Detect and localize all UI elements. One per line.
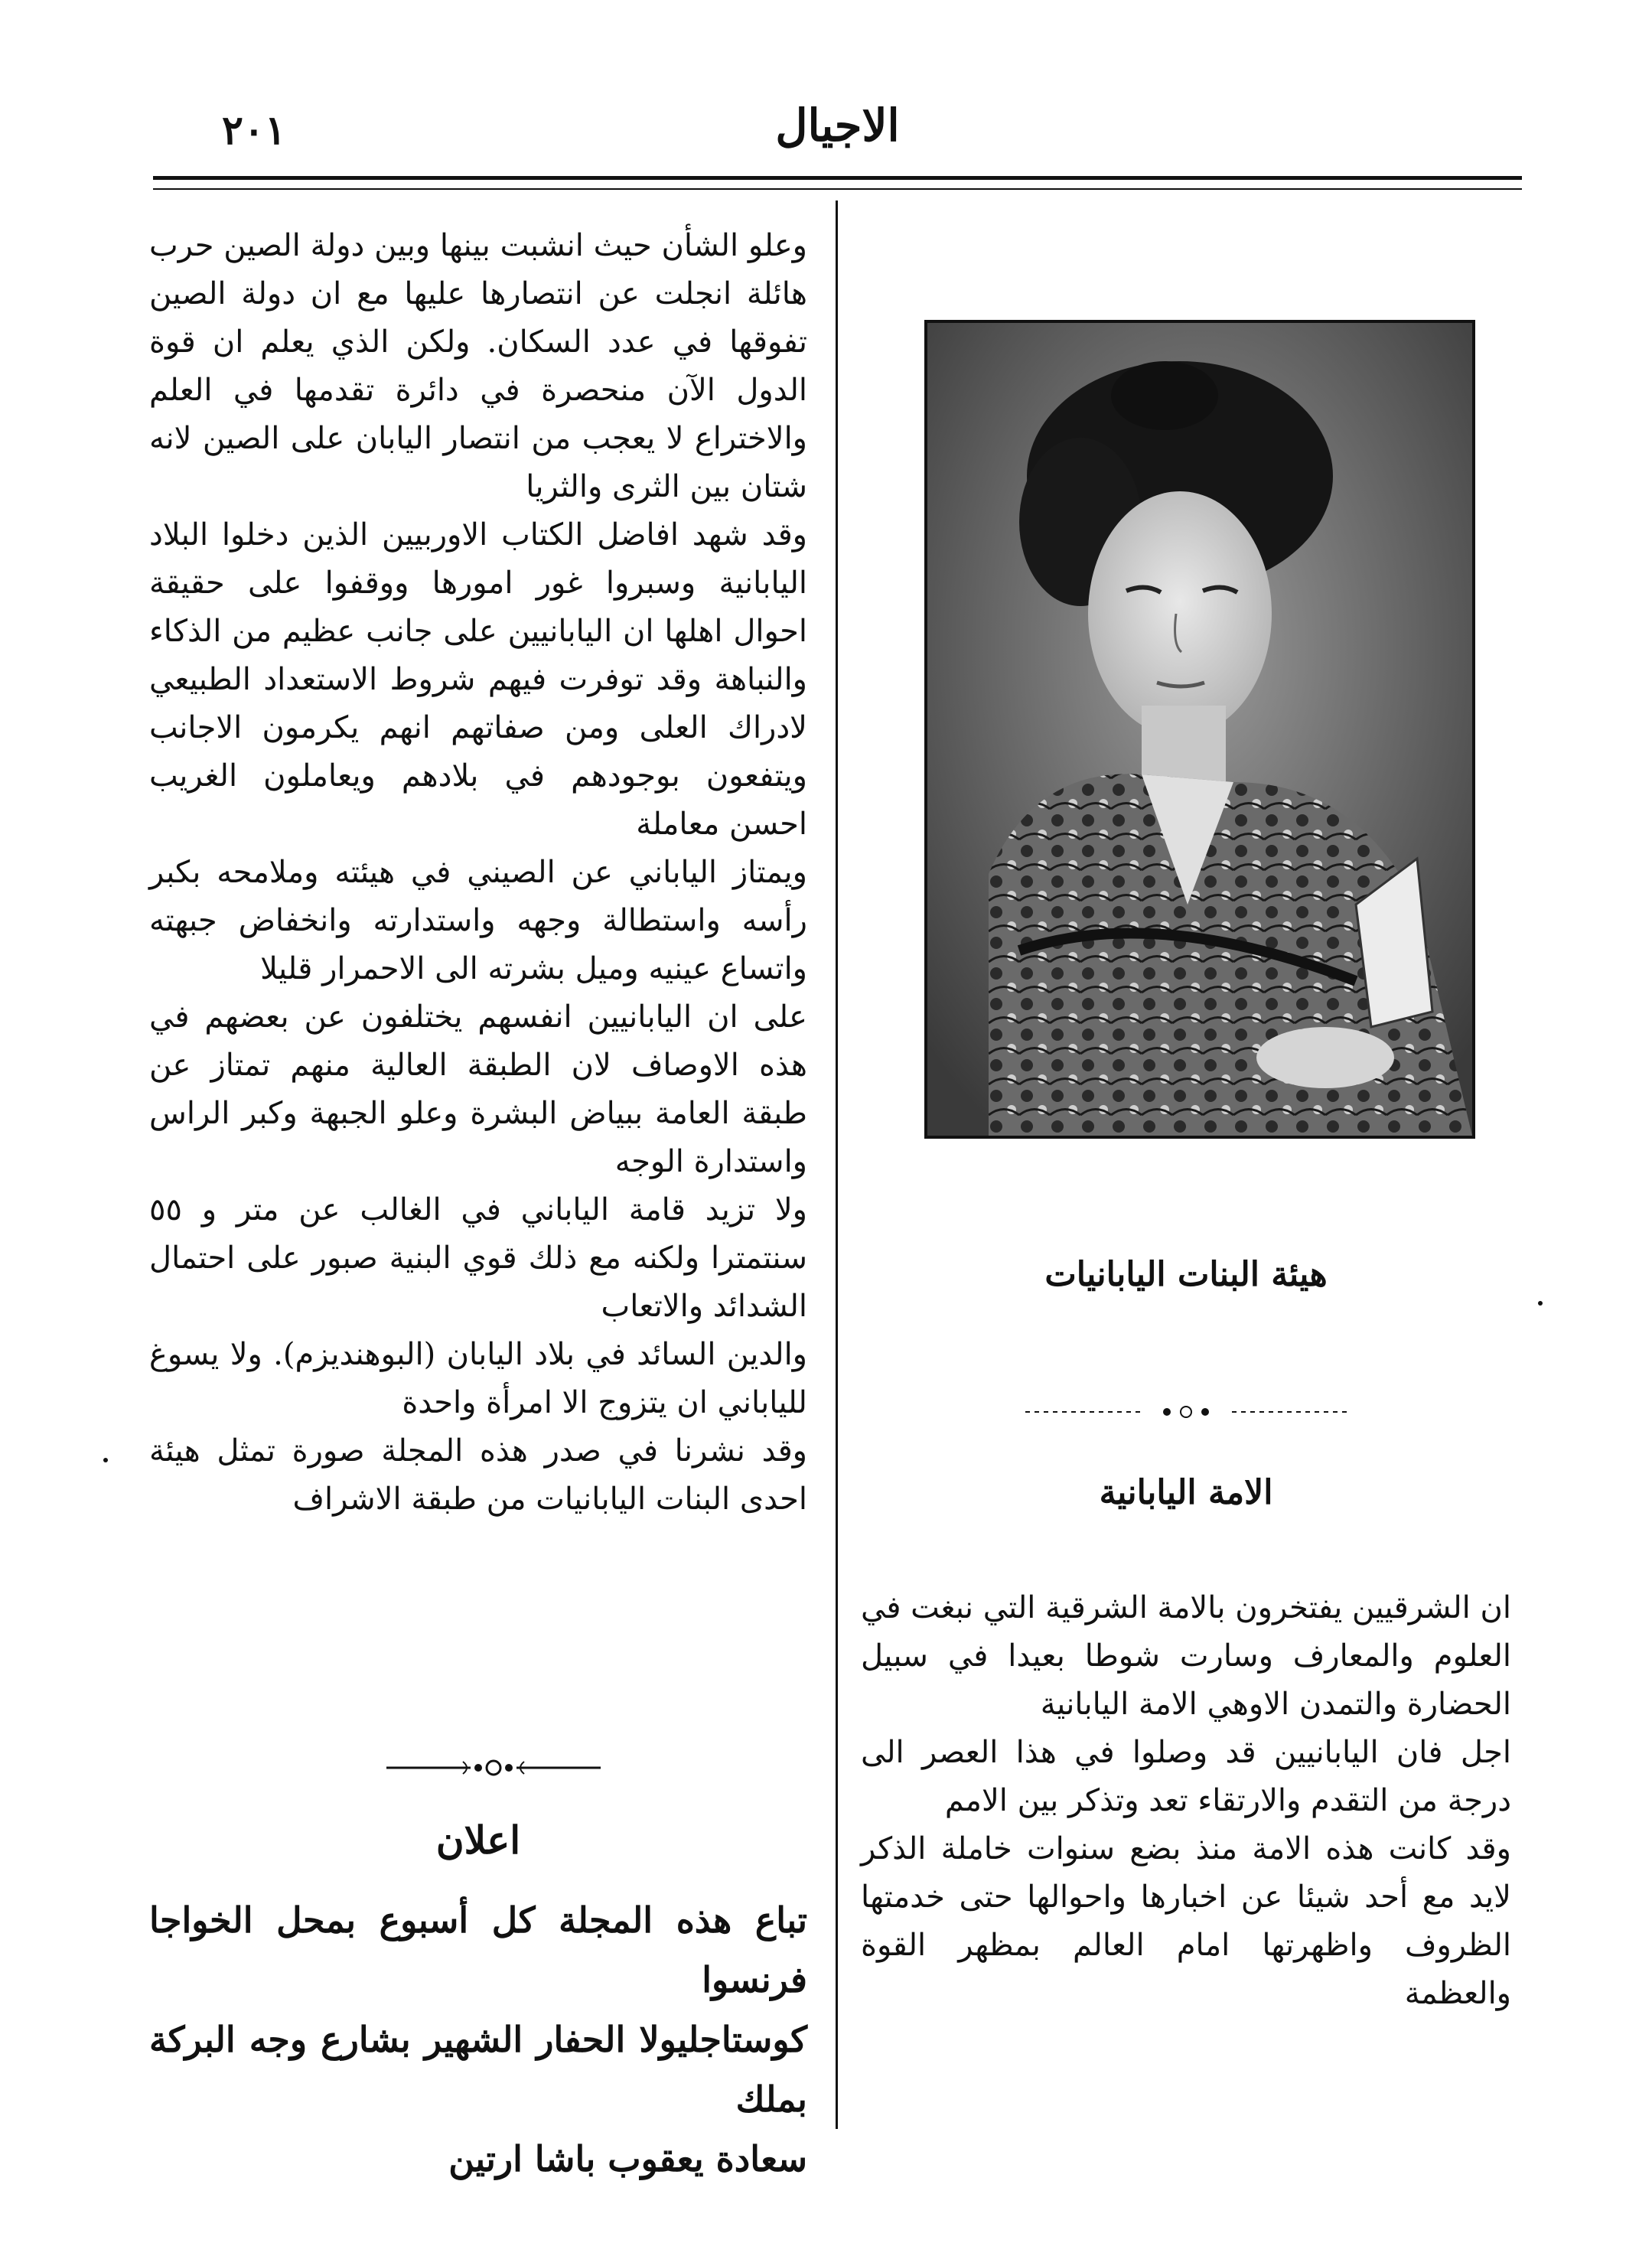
paragraph: ويمتاز الياباني عن الصيني في هيئته وملامحه بكبر رأسه واستطالة وجهه واستدارته وانخفاض جبهته واتساع عينيه وميل بشرته الى الاحمرار قليلا — [149, 855, 807, 986]
ornamental-divider-icon — [1025, 1400, 1347, 1423]
column-divider — [836, 200, 838, 2129]
advertisement-line: سعادة يعقوب باشا ارتين — [448, 2138, 807, 2179]
advertisement-body — [149, 1890, 807, 2189]
paragraph: وقد نشرنا في صدر هذه المجلة صورة تمثل هيئة احدى البنات اليابانيات من طبقة الاشراف — [149, 1433, 807, 1517]
print-speck — [103, 1458, 108, 1462]
page-header — [153, 99, 1522, 168]
right-column-text — [861, 1584, 1511, 2018]
page-number: ٢٠١ — [222, 107, 286, 154]
portrait-photo — [924, 320, 1475, 1139]
advertisement-line: كوستاجليولا الحفار الشهير بشارع وجه البركة بملك — [149, 2019, 807, 2120]
paragraph: اجل فان اليابانيين قد وصلوا في هذا العصر الى درجة من التقدم والارتقاء تعد وتذكر بين الامم — [861, 1735, 1511, 1818]
section-heading: الامة اليابانية — [1099, 1473, 1273, 1512]
image-caption: هيئة البنات اليابانيات — [1044, 1255, 1328, 1294]
header-rule-thin — [153, 188, 1522, 190]
paragraph: وعلو الشأن حيث انشبت بينها وبين دولة الصين حرب هائلة انجلت عن انتصارها عليها مع ان دولة الصين تفوقها في عدد السكان. ولكن الذي يعلم ان قوة الدول الآن منحصرة في دائرة تقدمها في العلم والاختراع لا يعجب من انتصار اليابان على الصين لانه شتان بين الثرى والثريا — [149, 228, 807, 504]
paragraph: وقد شهد افاضل الكتاب الاوربيين الذين دخلوا البلاد اليابانية وسبروا غور امورها ووقفوا على حقيقة احوال اهلها ان اليابانيين على جانب عظيم من الذكاء والنباهة وقد توفرت فيهم شروط الاستعداد الطبيعي لادراك العلى ومن صفاتهم انهم يكرمون الاجانب ويتفعون بوجودهم في بلادهم ويعاملون الغريب احسن معاملة — [149, 517, 807, 842]
paragraph: والدين السائد في بلاد اليابان (البوهنديزم). ولا يسوغ للياباني ان يتزوج الا امرأة واحدة — [149, 1337, 807, 1420]
left-column-text — [149, 222, 807, 1524]
header-rule-thick — [153, 176, 1522, 180]
advertisement-line: تباع هذه المجلة كل أسبوع بمحل الخواجا فرنسوا — [149, 1899, 807, 2000]
paragraph: ولا تزيد قامة الياباني في الغالب عن متر و ٥٥ سنتمترا ولكنه مع ذلك قوي البنية صبور على احتمال الشدائد والاتعاب — [149, 1192, 807, 1324]
paragraph: ان الشرقيين يفتخرون بالامة الشرقية التي نبغت في العلوم والمعارف وسارت شوطا بعيدا في سبيل الحضارة والتمدن الاوهي الامة اليابانية — [861, 1590, 1511, 1722]
ornamental-divider-icon — [386, 1752, 601, 1783]
print-speck — [1538, 1301, 1543, 1306]
advertisement-heading: اعلان — [435, 1818, 521, 1863]
paragraph: على ان اليابانيين انفسهم يختلفون عن بعضهم في هذه الاوصاف لان الطبقة العالية منهم تمتاز عن طبقة العامة ببياض البشرة وعلو الجبهة وكبر الراس واستدارة الوجه — [149, 999, 807, 1179]
portrait-photo-icon — [927, 323, 1472, 1136]
journal-title: الاجيال — [775, 99, 900, 152]
paragraph: وقد كانت هذه الامة منذ بضع سنوات خاملة الذكر لايد مع أحد شيئا عن اخبارها واحوالها حتى خدمتها الظروف واظهرتها امام العالم بمظهر القوة والعظمة — [861, 1831, 1511, 2011]
